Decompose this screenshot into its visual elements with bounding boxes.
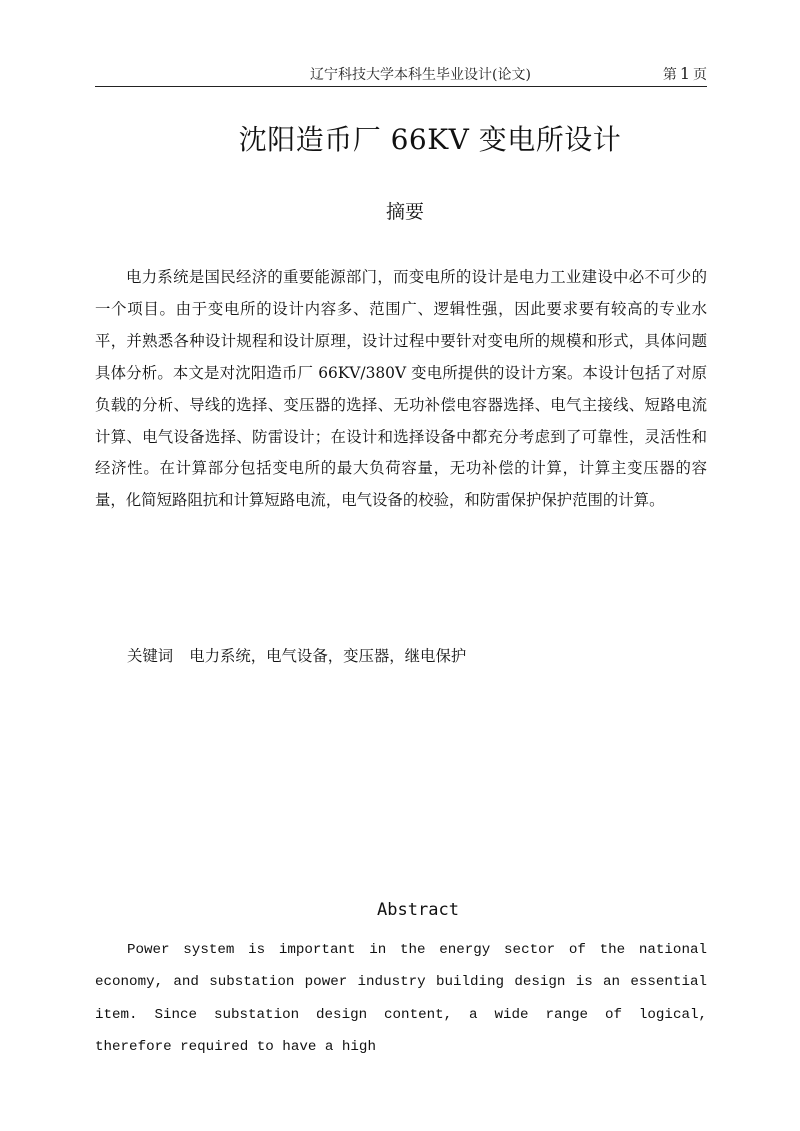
keywords-text: 电力系统，电气设备，变压器，继电保护 <box>189 647 467 665</box>
keywords-line <box>127 644 466 666</box>
document-title: 沈阳造币厂 66KV 变电所设计 <box>238 123 622 156</box>
abstract-zh-heading: 摘要 <box>385 201 424 223</box>
page-suffix: 页 <box>693 67 707 83</box>
header-title: 辽宁科技大学本科生毕业设计(论文) <box>310 67 531 83</box>
page-number: 1 <box>679 64 690 83</box>
keywords-label: 关键词 <box>127 647 174 665</box>
page-header <box>95 64 707 87</box>
abstract-en-heading: Abstract <box>377 900 459 920</box>
page-prefix: 第 <box>662 67 677 83</box>
abstract-zh-body: 电力系统是国民经济的重要能源部门，而变电所的设计是电力工业建设中必不可少的一个项目。由于变电所的设计内容多、范围广、逻辑性强，因此要求要有较高的专业水平，并熟悉各种设计规程和设计原理，设计过程中要针对变电所的规模和形式，具体问题具体分析。本文是对沈阳造币厂 66KV/380V 变电所提供的设计方案。本设计包括了对原负载的分析、导线的选择、变压器的选择、无功补偿电容器选择、电气主接线、短路电流计算、电气设备选择、防雷设计；在设计和选择设备中都充分考虑到了可靠性，灵活性和经济性。在计算部分包括变电所的最大负荷容量，无功补偿的计算，计算主变压器的容量，化简短路阻抗和计算短路电流，电气设备的校验，和防雷保护保护范围的计算。 <box>95 268 707 510</box>
header-page-number <box>663 64 707 84</box>
abstract-en-body: Power system is important in the energy sector of the national economy, and substation power industry building design is an essential item. Since substation design content, a wide range of logical, therefore required to have a high <box>95 942 707 1056</box>
